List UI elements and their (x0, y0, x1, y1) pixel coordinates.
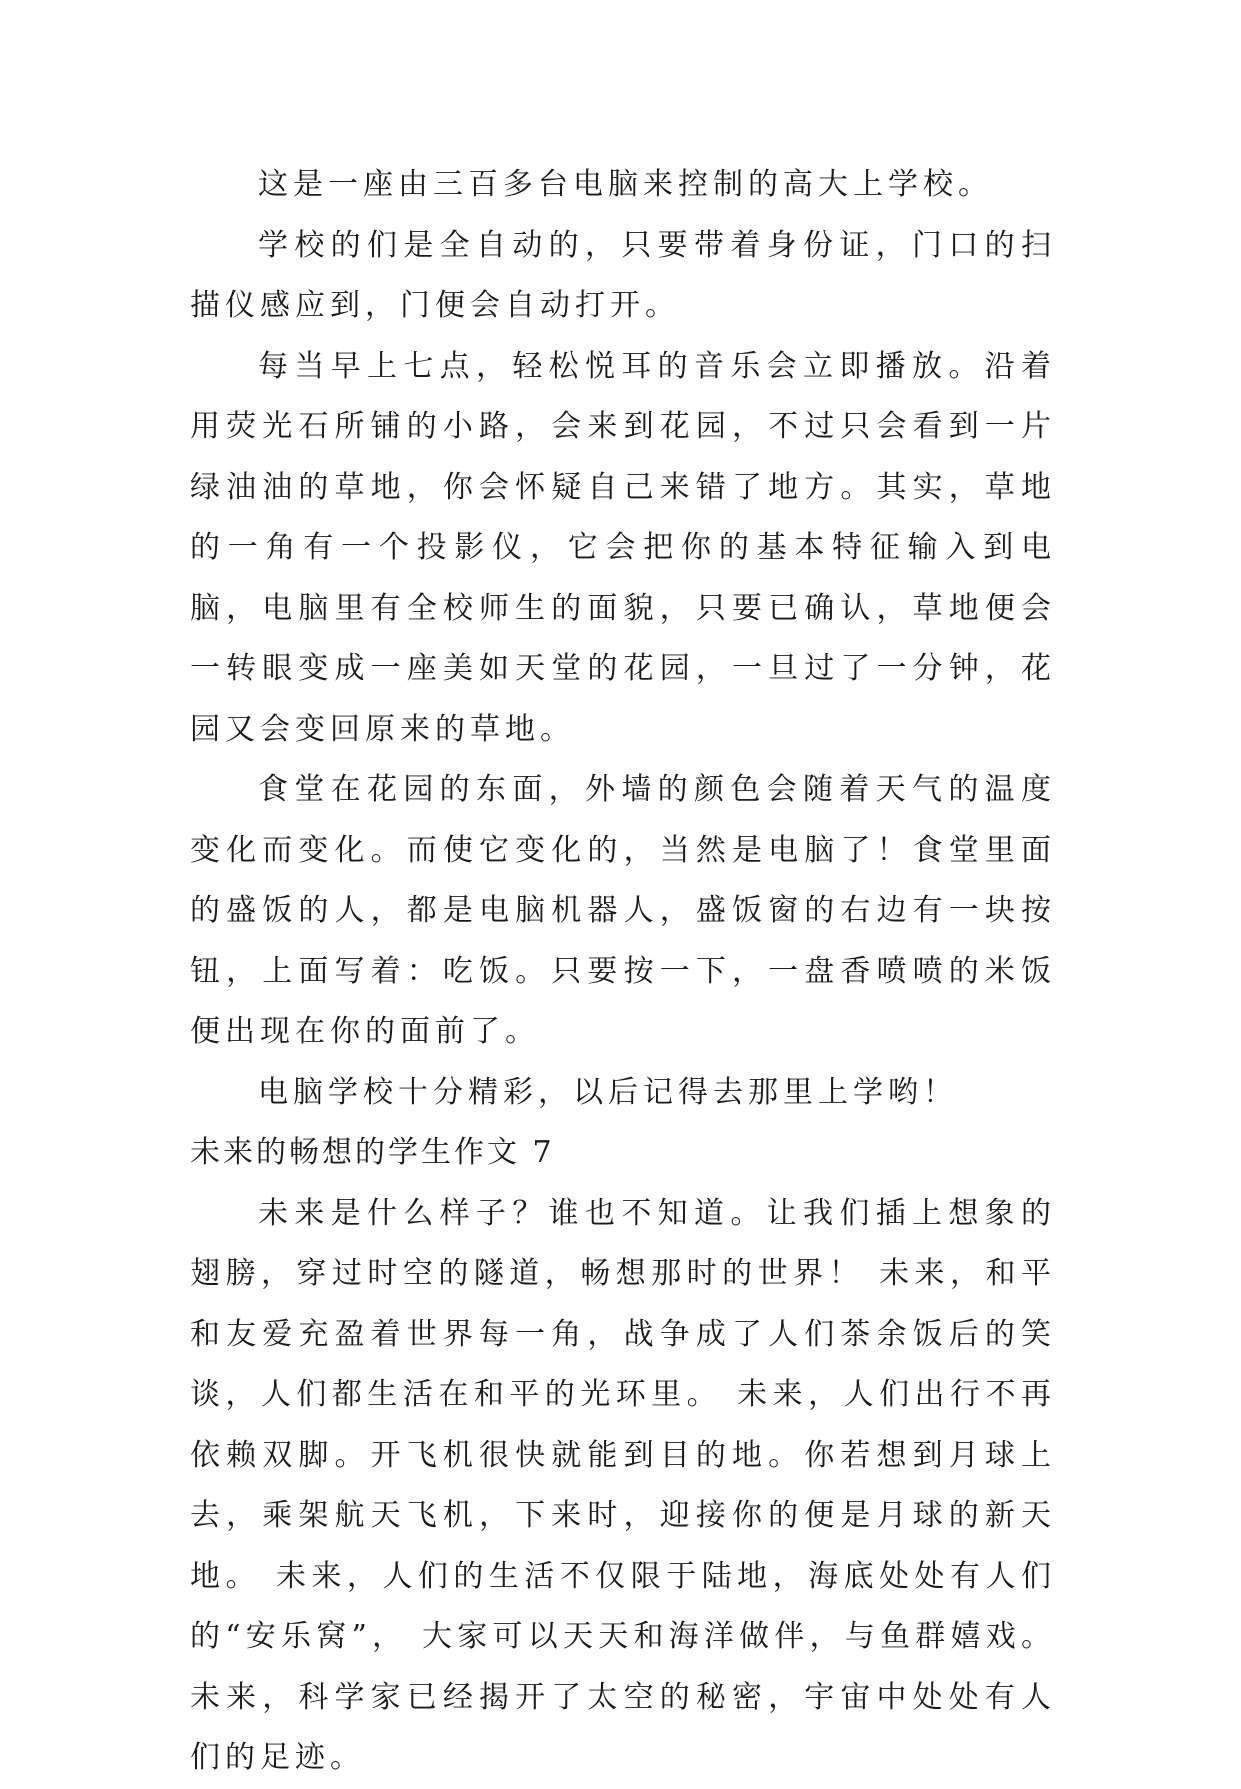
paragraph-future: 未来是什么样子？谁也不知道。让我们插上想象的翅膀，穿过时空的隧道，畅想那时的世界！ 未来，和平和友爱充盈着世界每一角，战争成了人们茶余饭后的笑谈，人们都生活在和平的光环里。 未来，人们出行不再依赖双脚。开飞机很快就能到目的地。你若想到月球上去，乘架航天飞机，下来时，迎接你的便是月球的新天地。 未来，人们的生活不仅限于陆地，海底处处有人们的“安乐窝”， 大家可以天天和海洋做伴，与鱼群嬉戏。未来，科学家已经揭开了太空的秘密，宇宙中处处有人们的足迹。 (190, 1195, 1056, 1775)
essay-heading: 未来的畅想的学生作文 7 (190, 1135, 555, 1170)
paragraph-school-intro: 这是一座由三百多台电脑来控制的高大上学校。 (258, 167, 993, 202)
paragraph-automatic-door: 学校的们是全自动的，只要带着身份证，门口的扫描仪感应到，门便会自动打开。 (190, 227, 1056, 323)
paragraph-garden: 每当早上七点，轻松悦耳的音乐会立即播放。沿着用荧光石所铺的小路，会来到花园，不过只会看到一片绿油油的草地，你会怀疑自己来错了地方。其实，草地的一角有一个投影仪，它会把你的基本特征输入到电脑，电脑里有全校师生的面貌，只要已确认，草地便会一转眼变成一座美如天堂的花园，一旦过了一分钟，花园又会变回原来的草地。 (190, 348, 1056, 747)
paragraph-conclusion: 电脑学校十分精彩，以后记得去那里上学哟！ (258, 1074, 958, 1110)
document-body (190, 155, 1056, 1789)
paragraph-canteen: 食堂在花园的东面，外墙的颜色会随着天气的温度变化而变化。而使它变化的，当然是电脑了！食堂里面的盛饭的人，都是电脑机器人，盛饭窗的右边有一块按钮，上面写着：吃饭。只要按一下，一盘香喷喷的米饭便出现在你的面前了。 (190, 772, 1056, 1049)
